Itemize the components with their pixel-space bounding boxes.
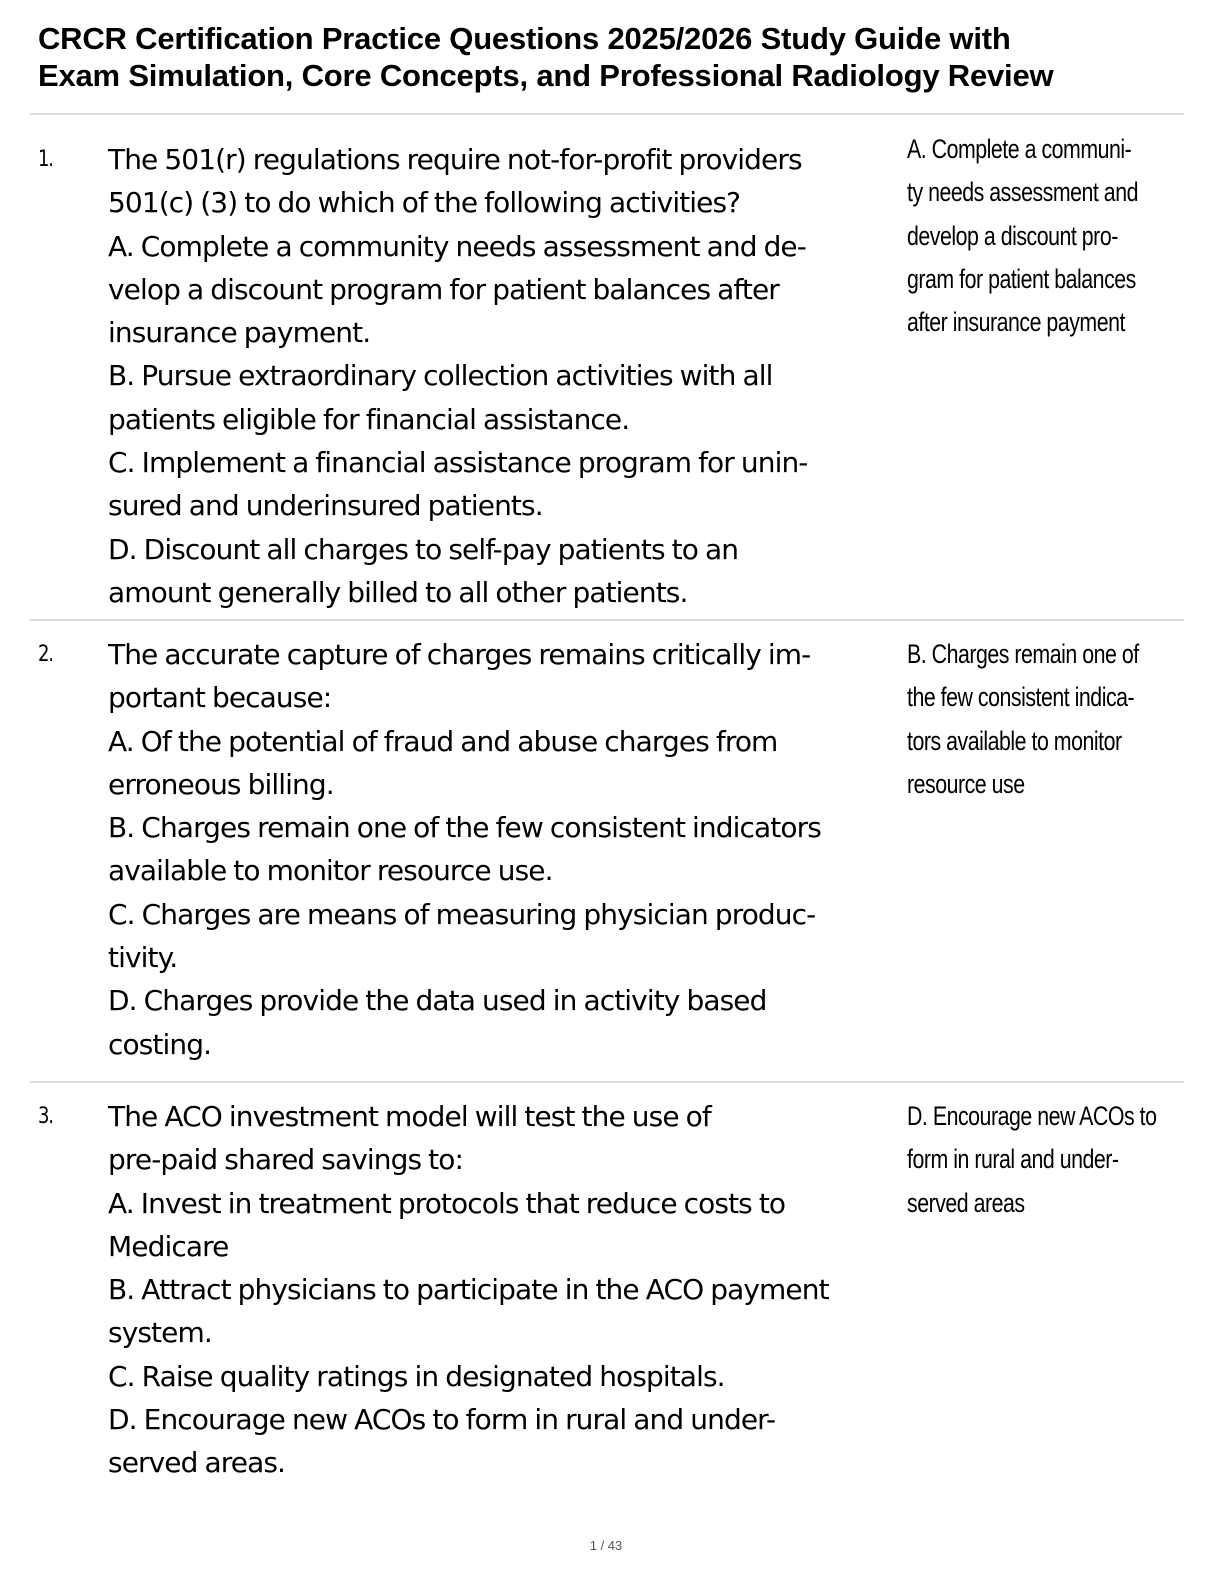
option-a-line: erroneous billing. [108,767,334,801]
answer-line: gram for patient balances [907,263,1136,294]
option-b-line: B. Pursue extraordinary collection activities with all [108,359,773,393]
option-a-line: A. Complete a community needs assessment and de- [108,229,806,263]
option-d-line: D. Discount all charges to self-pay patients to an [108,532,739,566]
question-text [108,633,908,1066]
document-title [38,20,1188,94]
option-d-line: costing. [108,1027,212,1061]
answer-text [907,128,1168,344]
option-d-line: D. Charges provide the data used in activity based [108,984,767,1018]
option-c-line: C. Charges are means of measuring physician produc- [108,897,816,931]
option-d-line: D. Encourage new ACOs to form in rural and under- [108,1403,776,1437]
question-line: 501(c) (3) to do which of the following activities? [108,186,741,220]
option-b-line: system. [108,1316,212,1350]
option-c-line: tivity. [108,941,178,975]
divider [30,113,1184,115]
option-d-line: served areas. [108,1446,286,1480]
option-d-line: amount generally billed to all other patients. [108,575,688,609]
answer-line: after insurance payment [907,307,1125,338]
answer-line: resource use [907,768,1025,799]
answer-line: served areas [907,1187,1025,1218]
option-b-line: available to monitor resource use. [108,854,553,888]
question-number: 2. [38,642,53,667]
option-c-line: C. Raise quality ratings in designated hospitals. [108,1359,725,1393]
option-c-line: sured and underinsured patients. [108,489,543,523]
option-a-line: A. Of the potential of fraud and abuse charges from [108,724,778,758]
option-a-line: A. Invest in treatment protocols that reduce costs to [108,1186,786,1220]
question-line: pre-paid shared savings to: [108,1143,464,1177]
option-b-line: patients eligible for financial assistance. [108,402,630,436]
question-line: The accurate capture of charges remains critically im- [108,638,811,671]
page-number: 1 / 43 [589,1538,623,1553]
divider [30,1081,1184,1083]
option-b-line: B. Charges remain one of the few consistent indicators [108,811,821,845]
answer-line: tors available to monitor [907,725,1122,756]
answer-line: form in rural and under- [907,1144,1119,1175]
divider [30,619,1184,621]
answer-line: ty needs assessment and [907,177,1138,208]
option-a-line: Medicare [108,1229,229,1263]
answer-line: develop a discount pro- [907,220,1118,251]
question-number: 3. [38,1104,53,1129]
title-line: CRCR Certification Practice Questions 2025/2026 Study Guide with [38,21,1011,56]
answer-text [907,633,1168,806]
question-line: The 501(r) regulations require not-for-profit providers [108,143,802,176]
answer-line: D. Encourage new ACOs to [907,1101,1157,1131]
question-text [108,1095,908,1485]
option-a-line: insurance payment. [108,316,371,350]
question-line: The ACO investment model will test the use of [108,1100,711,1133]
answer-line: the few consistent indica- [907,682,1135,713]
option-a-line: velop a discount program for patient balances after [108,272,779,306]
question-number: 1. [38,147,53,172]
question-text [108,138,908,614]
answer-text [907,1095,1168,1225]
answer-line: A. Complete a communi- [907,134,1132,164]
question-line: portant because: [108,681,332,715]
answer-line: B. Charges remain one of [907,639,1139,669]
title-line: Exam Simulation, Core Concepts, and Professional Radiology Review [38,58,1054,93]
option-c-line: C. Implement a financial assistance program for unin- [108,446,808,480]
option-b-line: B. Attract physicians to participate in the ACO payment [108,1273,829,1307]
